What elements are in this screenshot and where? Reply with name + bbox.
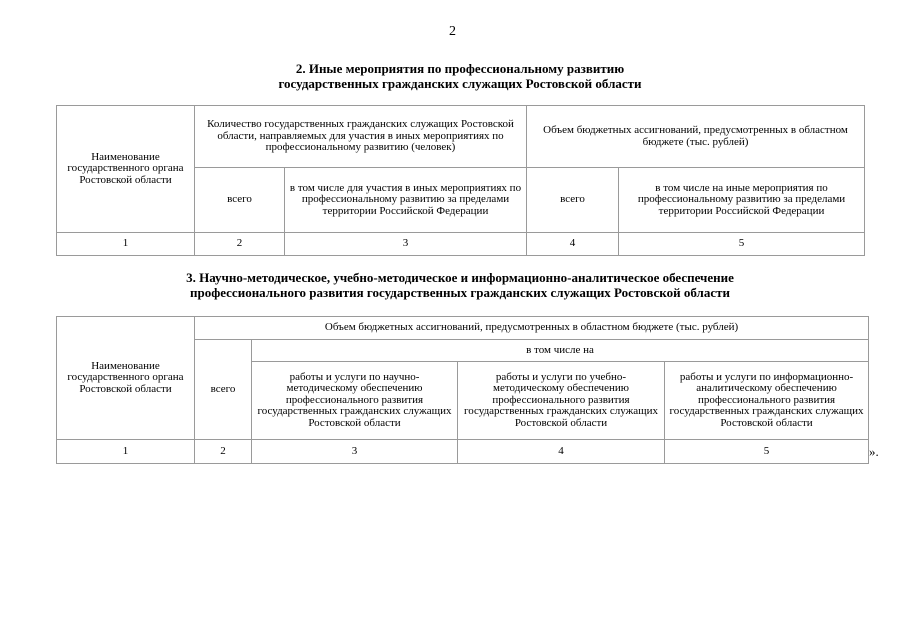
column-number-cell: 5: [619, 233, 865, 256]
column-number-cell: 1: [57, 233, 195, 256]
column-header-organ-name: Наименование государственного органа Ростовской области: [57, 317, 195, 440]
section-2-title-line-2: государственных гражданских служащих Ростовской области: [278, 76, 642, 91]
column-number-cell: 1: [57, 440, 195, 464]
subheader-budget-total: всего: [527, 168, 619, 233]
section-2-title: [150, 61, 770, 91]
section-3-title: [100, 270, 820, 300]
section-3-title-line-2: профессионального развития государственных гражданских служащих Ростовской области: [190, 285, 730, 300]
subheader-scientific-methodical: работы и услуги по научно-методическому обеспечению профессионального развития государственных гражданских служащих Ростовской области: [252, 362, 458, 440]
section-2-table: [56, 105, 865, 256]
subheader-count-abroad: в том числе для участия в иных мероприятиях по профессиональному развитию за пределами территории Российской Федерации: [285, 168, 527, 233]
subheader-total: всего: [195, 340, 252, 440]
section-2-title-line-1: 2. Иные мероприятия по профессиональному развитию: [295, 61, 625, 76]
column-number-cell: 3: [285, 233, 527, 256]
column-header-budget: Объем бюджетных ассигнований, предусмотренных в областном бюджете (тыс. рублей): [527, 106, 865, 168]
subheader-count-total: всего: [195, 168, 285, 233]
section-3-table: [56, 316, 869, 464]
column-header-budget: Объем бюджетных ассигнований, предусмотренных в областном бюджете (тыс. рублей): [195, 317, 869, 340]
column-number-cell: 2: [195, 233, 285, 256]
column-header-organ-name: Наименование государственного органа Ростовской области: [57, 106, 195, 233]
column-number-cell: 2: [195, 440, 252, 464]
subheader-educational-methodical: работы и услуги по учебно-методическому обеспечению профессионального развития государственных гражданских служащих Ростовской области: [458, 362, 665, 440]
closing-quote-mark: ».: [869, 444, 879, 459]
section-3-title-line-1: 3. Научно-методическое, учебно-методическое и информационно-аналитическое обеспечение: [186, 270, 734, 285]
subheader-including: в том числе на: [252, 340, 869, 362]
subheader-budget-abroad: в том числе на иные мероприятия по профессиональному развитию за пределами территории Российской Федерации: [619, 168, 865, 233]
column-number-cell: 5: [665, 440, 869, 464]
column-number-cell: 4: [458, 440, 665, 464]
subheader-informational-analytical: работы и услуги по информационно-аналитическому обеспечению профессионального развития государственных гражданских служащих Ростовской области: [665, 362, 869, 440]
column-number-cell: 3: [252, 440, 458, 464]
column-header-employee-count: Количество государственных гражданских служащих Ростовской области, направляемых для участия в иных мероприятиях по профессиональному развитию (человек): [195, 106, 527, 168]
page-number: 2: [449, 24, 456, 39]
column-number-cell: 4: [527, 233, 619, 256]
